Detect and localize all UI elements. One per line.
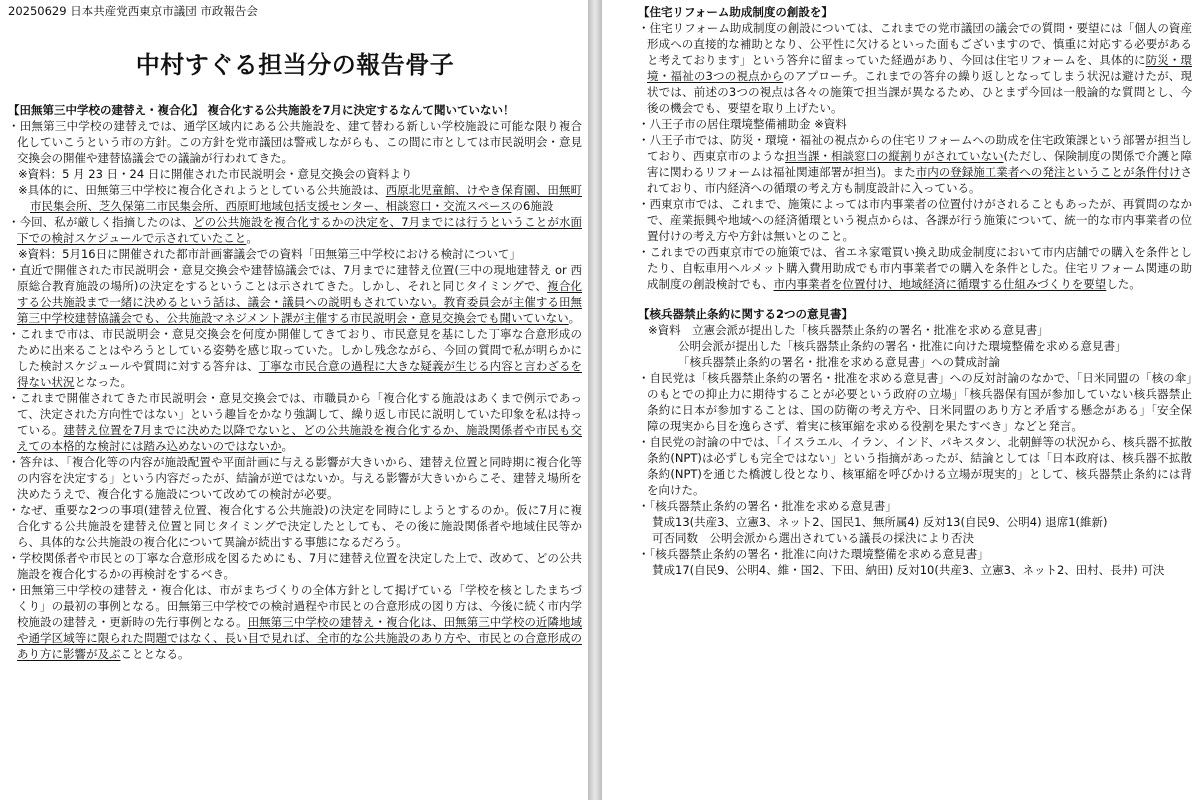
paragraph: ・これまでの西東京市での施策では、省エネ家電買い換え助成金制度において市内店舗での購入を条件としたり、自転車用ヘルメット購入費用助成でも市内事業者での購入を条件とした。住宅リフォーム関連の助成制度の創設検討でも、市内事業者を位置付け、地域経済に循環する仕組みづくりを要望した。 bbox=[638, 245, 1192, 291]
underlined-text: 担当課・相談窓口の縦割りがされていない bbox=[785, 149, 1004, 163]
underlined-text: 市内事業者を位置付け、地域経済に循環する仕組みづくりを要望 bbox=[773, 277, 1107, 291]
section-spacer bbox=[638, 292, 1192, 306]
paragraph: ・自民党の討論の中では、「イスラエル、イラン、インド、パキスタン、北朝鮮等の状況から、核兵器不拡散条約(NPT)は必ずしも完全ではない」という指摘があったが、結論としては「日本政府は、核兵器不拡散条約(NPT)を通じた橋渡し役となり、核軍縮を呼びかける立場が現実的」として、核兵器禁止条約には背を向けた。 bbox=[638, 435, 1192, 497]
report-meta: 20250629 日本共産党西東京市議団 市政報告会 bbox=[8, 4, 258, 18]
section-heading-housing: 【住宅リフォーム助成制度の創設を】 bbox=[638, 5, 833, 19]
underlined-text: 複合化する公共施設まで一緒に決めるという話は、議会・議員への説明もされていない。教育委員会が主催する田無第三中学校建替協議会でも、公共施設マネジメント課が主催する市民説明会・意見交換会でも聞いていない bbox=[17, 279, 583, 325]
paragraph: ・自民党は「核兵器禁止条約の署名・批准を求める意見書」への反対討論のなかで、「日米同盟の「核の傘」のもとでの抑止力に期待することが必要という政府の立場」「核兵器保有国が参加していない核兵器禁止条約に日本が参加することは、国の防衛の考え方や、日米同盟のあり方と矛盾する懸念がある」「安全保障の現実から目を逸らさず、着実に核軍縮を求める役割を果たすべき」などと発言。 bbox=[638, 371, 1192, 433]
paragraph: ・住宅リフォーム助成制度の創設については、これまでの党市議団の議会での質問・要望には「個人の資産形成への直接的な補助となり、公平性に欠けるといった面もございますので、慎重に対応する必要があると考えております」という答弁に留まっていた経過があり、今回は住宅リフォームを、具体的に防災・環境・福祉の3つの視点からのアプローチ。これまでの答弁の繰り返しとなってしまう状況は避けたが、現状では、前述の3つの視点は各々の施策で担当課が異なるため、ひとまず今回は一般論的な質問とし、今後の機会でも、要望を取り上げたい。 bbox=[638, 21, 1193, 115]
paragraph: ・八王子市の居住環境整備補助金 ※資料 bbox=[638, 117, 847, 131]
vote-result: 賛成17(自民9、公明4、維・国2、下田、納田) 反対10(共産3、立憲3、ネット2、田村、長井) 可決 bbox=[652, 563, 1165, 577]
right-page bbox=[602, 0, 1200, 800]
paragraph: ・八王子市では、防災・環境・福祉の視点からの住宅リフォームへの助成を住宅政策課という部署が担当しており、西東京市のような担当課・相談窓口の縦割りがされていない(ただし、保険制度の関係で介護と障害に関わるリフォームは福祉関連部署が担当)。また市内の登録施工業者への発注ということが条件付けされており、市内経済への循環の考え方も制度設計に入っている。 bbox=[638, 133, 1192, 195]
reference-note: ※資料 立憲会派が提出した「核兵器禁止条約の署名・批准を求める意見書」 bbox=[648, 323, 1049, 337]
paragraph: ・なぜ、重要な2つの事項(建替え位置、複合化する公共施設)の決定を同時にしようとするのか。仮に7月に複合化する公共施設を建替え位置と同じタイミングで決定したとしても、その後に施設関係者や地域住民等から、具体的な公共施設の複合化について異論が続出する事態になるだろう。 bbox=[8, 503, 582, 549]
section-heading-nuclear: 【核兵器禁止条約に関する2つの意見書】 bbox=[638, 307, 853, 321]
vote-result: 賛成13(共産3、立憲3、ネット2、国民1、無所属4) 反対13(自民9、公明4) 退席1(維新) bbox=[652, 515, 1108, 529]
page-gutter bbox=[588, 0, 602, 800]
underlined-text: 西原北児童館、けやき保育園、田無町市民集会所、芝久保第二市民集会所、西原町地域包括支援センター、相談窓口・交流スペース bbox=[30, 183, 583, 213]
paragraph: ・「核兵器禁止条約の署名・批准を求める意見書」 bbox=[638, 499, 897, 513]
paragraph: ・これまで市は、市民説明会・意見交換会を何度か開催してきており、市民意見を基にした丁寧な合意形成のために出来ることはやろうとしている姿勢を感じ取っていた。しかし残念ながら、今回の質問で私が明らかにした検討スケジュールや質問に対する答弁は、丁寧な市民合意の過程に大きな疑義が生じる内容と言わざるを得ない状況となった。 bbox=[8, 327, 582, 389]
reference-note: ※資料：5 月 23 日・24 日に開催された市民説明会・意見交換会の資料より bbox=[18, 167, 413, 181]
paragraph: ・田無第三中学校の建替えでは、通学区域内にある公共施設を、建て替わる新しい学校施設に可能な限り複合化していこうという市の方針。この方針を党市議団は警戒しながらも、この間に市としては市民説明会・意見交換会の開催や建替協議会での議論が行われてきた。 bbox=[8, 119, 582, 165]
reference-note: 「核兵器禁止条約の署名・批准を求める意見書」への賛成討論 bbox=[678, 355, 1000, 369]
paragraph: ・答弁は、「複合化等の内容が施設配置や平面計画に与える影響が大きいから、建替え位置と同時期に複合化等の内容を決定する」という内容だったが、結論が逆ではないか。与える影響が大きいからこそ、建替え場所を決めたうえで、複合化する施設について改めての検討が必要。 bbox=[8, 455, 582, 501]
paragraph: ・学校関係者や市民との丁寧な合意形成を図るためにも、7月に建替え位置を決定した上で、改めて、どの公共施設を複合化するかの再検討をするべき。 bbox=[8, 551, 582, 581]
paragraph: ・今回、私が厳しく指摘したのは、どの公共施設を複合化するかの決定を、7月までには行うということが水面下での検討スケジュールで示されていたこと。 bbox=[8, 215, 582, 245]
left-page bbox=[0, 0, 588, 800]
paragraph: ・これまで開催されてきた市民説明会・意見交換会では、市職員から「複合化する施設はあくまで例示であって、決定された方向性ではない」という趣旨をかなり強調して、繰り返し市民に説明していた印象を私は持っている。建替え位置を7月までに決めた以降でないと、どの公共施設を複合化するか、施設関係者や市民も交えての本格的な検討には踏み込めないのではないか。 bbox=[8, 391, 583, 453]
underlined-text: どの公共施設を複合化するかの決定を、7月までには行うということが水面下での検討スケジュールで示されていたこと bbox=[17, 215, 582, 245]
reference-note: ※資料：5月16日に開催された都市計画審議会での資料「田無第三中学校における検討について」 bbox=[18, 247, 521, 261]
underlined-text: 田無第三中学校の建替え・複合化は、田無第三中学校の近隣地域や通学区域等に限られた問題ではなく、長い目で見れば、全市的な公共施設のあり方や、市民との合意形成のあり方に影響が及ぶ bbox=[17, 615, 582, 661]
underlined-text: 防災・環境・福祉の3つの視点から bbox=[647, 53, 1193, 83]
underlined-text: 丁寧な市民合意の過程に大きな疑義が生じる内容と言わざるを得ない状況 bbox=[17, 359, 582, 389]
vote-result: 可否同数 公明会派から選出されている議長の採決により否決 bbox=[652, 531, 974, 545]
section-heading-school: 【田無第三中学校の建替え・複合化】 複合化する公共施設を7月に決定するなんて聞いていない！ bbox=[8, 103, 515, 117]
paragraph: ・田無第三中学校の建替え・複合化は、市がまちづくりの全体方針として掲げている「学校を核としたまちづくり」の最初の事例となる。田無第三中学校での検討過程や市民との合意形成の図り方は、今後に続く市内学校施設の建替え・更新時の先行事例となる。田無第三中学校の建替え・複合化は、田無第三中学校の近隣地域や通学区域等に限られた問題ではなく、長い目で見れば、全市的な公共施設のあり方や、市民との合意形成のあり方に影響が及ぶこととなる。 bbox=[8, 583, 582, 661]
page-title: 中村すぐる担当分の報告骨子 bbox=[135, 51, 455, 79]
underlined-text: 建替え位置を7月までに決めた以降でないと、どの公共施設を複合化するか、施設関係者や市民も交えての本格的な検討には踏み込めないのではないか bbox=[17, 423, 583, 453]
paragraph: ・西東京市では、これまで、施策によっては市内事業者の位置付けがされることもあったが、再質問のなかで、産業振興や地域への経済循環という視点からは、各課が行う施策について、統一的な市内事業者の位置付けの考え方や方針は無いとのこと。 bbox=[638, 197, 1192, 243]
paragraph: ※具体的に、田無第三中学校に複合化されようとしている公共施設は、西原北児童館、けやき保育園、田無町市民集会所、芝久保第二市民集会所、西原町地域包括支援センター、相談窓口・交流スペースの6施設 bbox=[18, 183, 583, 213]
underlined-text: 市内の登録施工業者への発注ということが条件付け bbox=[915, 165, 1181, 179]
reference-note: 公明会派が提出した「核兵器禁止条約の署名・批准に向けた環境整備を求める意見書」 bbox=[678, 339, 1127, 353]
paragraph: ・「核兵器禁止条約の署名・批准に向けた環境整備を求める意見書」 bbox=[638, 547, 989, 561]
paragraph: ・直近で開催された市民説明会・意見交換会や建替協議会では、7月までに建替え位置(三中の現地建替え or 西原総合教育施設の場所)の決定をするということは示されてきた。しかし、それと同じタイミングで、複合化する公共施設まで一緒に決めるという話は、議会・議員への説明もされていない。教育委員会が主催する田無第三中学校建替協議会でも、公共施設マネジメント課が主催する市民説明会・意見交換会でも聞いていない。 bbox=[8, 263, 583, 325]
